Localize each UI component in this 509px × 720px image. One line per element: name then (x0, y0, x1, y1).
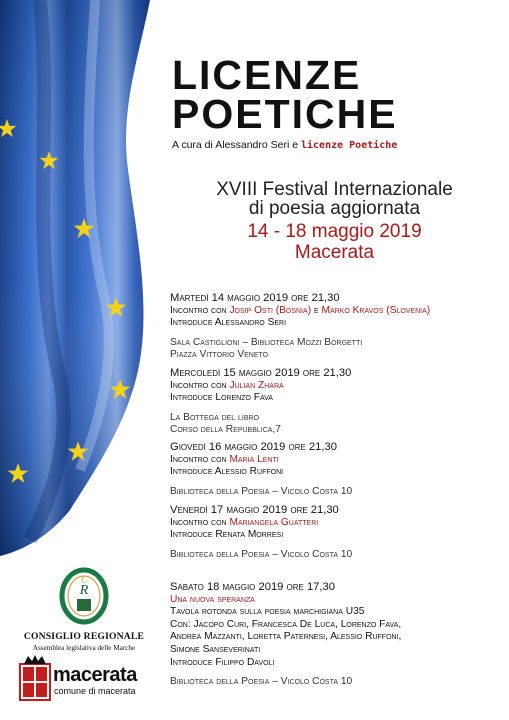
event-introduce: Introduce Filippo Davoli (170, 656, 275, 668)
event-location: Biblioteca della Poesia – Vicolo Costa 10 (170, 485, 353, 497)
incontro-label: Incontro con (170, 516, 227, 528)
event-guests (170, 517, 505, 530)
svg-text:C: C (81, 575, 88, 586)
festival-line-1: XVIII Festival Internazionale (216, 179, 453, 200)
guest-name: Mariangela Guatteri (229, 516, 319, 528)
event-3 (170, 441, 505, 498)
credit-line (172, 139, 397, 151)
event-1 (170, 292, 505, 362)
licenze-poetiche-brand: licenze Poetiche (301, 140, 398, 151)
festival-line-2: di poesia aggiornata (248, 198, 421, 219)
event-participants-1: Con: Jacopo Curi, Francesca De Luca, Lorenzo Fava, (170, 618, 402, 630)
joiner: e (313, 304, 319, 316)
event-location: Biblioteca della Poesia – Vicolo Costa 10 (170, 676, 353, 688)
event-location: Sala Castiglioni – Biblioteca Mozzi Borgetti (170, 336, 363, 348)
incontro-label: Incontro con (170, 453, 227, 465)
consiglio-subtitle: Assemblea legislativa delle Marche (32, 644, 136, 652)
event-address: Piazza Vittorio Veneto (170, 349, 269, 361)
event-introduce: Introduce Renata Morresi (170, 529, 284, 541)
guest-name: Josip Osti (Bosnia) (229, 304, 312, 316)
festival-city: Macerata (294, 242, 375, 263)
event-guests (170, 454, 505, 467)
event-date: Sabato 18 maggio 2019 ore 17,30 (170, 581, 335, 593)
macerata-coat-of-arms (20, 655, 50, 700)
event-date: Giovedì 16 maggio 2019 ore 21,30 (170, 441, 337, 453)
guest-name: Julian Zhara (229, 379, 284, 391)
comune-subtitle: comune di macerata (54, 686, 136, 696)
event-introduce: Introduce Lorenzo Fava (170, 392, 273, 404)
event-participants-2: Andrea Mazzanti, Loretta Paternesi, Alessio Ruffoni, (170, 631, 402, 643)
event-description: Tavola rotonda sulla poesia marchigiana U35 (170, 606, 365, 618)
event-address: Corso della Repubblica,7 (170, 424, 281, 436)
event-location: Biblioteca della Poesia – Vicolo Costa 10 (170, 548, 353, 560)
event-guests (170, 305, 505, 318)
event-4 (170, 504, 505, 561)
consiglio-name: CONSIGLIO REGIONALE (23, 631, 145, 642)
credit-prefix: A cura di Alessandro Seri e (172, 139, 299, 151)
event-introduce: Introduce Alessio Ruffoni (170, 466, 284, 478)
event-guests (170, 380, 505, 393)
title-line-2: POETICHE (172, 91, 398, 137)
event-location: La Bottega del libro (170, 411, 260, 423)
event-5 (170, 581, 505, 689)
incontro-label: Incontro con (170, 304, 227, 316)
guest-name: Marko Kravos (Slovenia) (321, 304, 431, 316)
title-line-1: LICENZE (172, 52, 362, 98)
event-date: Venerdì 17 maggio 2019 ore 21,30 (170, 504, 339, 516)
svg-text:R: R (79, 583, 89, 598)
event-date: Martedì 14 maggio 2019 ore 21,30 (170, 292, 340, 304)
incontro-label: Incontro con (170, 379, 227, 391)
event-introduce: Introduce Alessandro Seri (170, 317, 287, 329)
event-participants-3: Simone Sanseverinati (170, 643, 261, 655)
event-2 (170, 367, 505, 437)
event-date: Mercoledì 15 maggio 2019 ore 21,30 (170, 367, 352, 379)
event-subtitle: Una nuova speranza (170, 593, 255, 605)
guest-name: Maria Lenti (229, 453, 279, 465)
eu-flag-drape (0, 0, 170, 560)
festival-dates: 14 - 18 maggio 2019 (247, 221, 422, 242)
comune-name: macerata (53, 664, 137, 686)
consiglio-regionale-seal (62, 570, 106, 622)
